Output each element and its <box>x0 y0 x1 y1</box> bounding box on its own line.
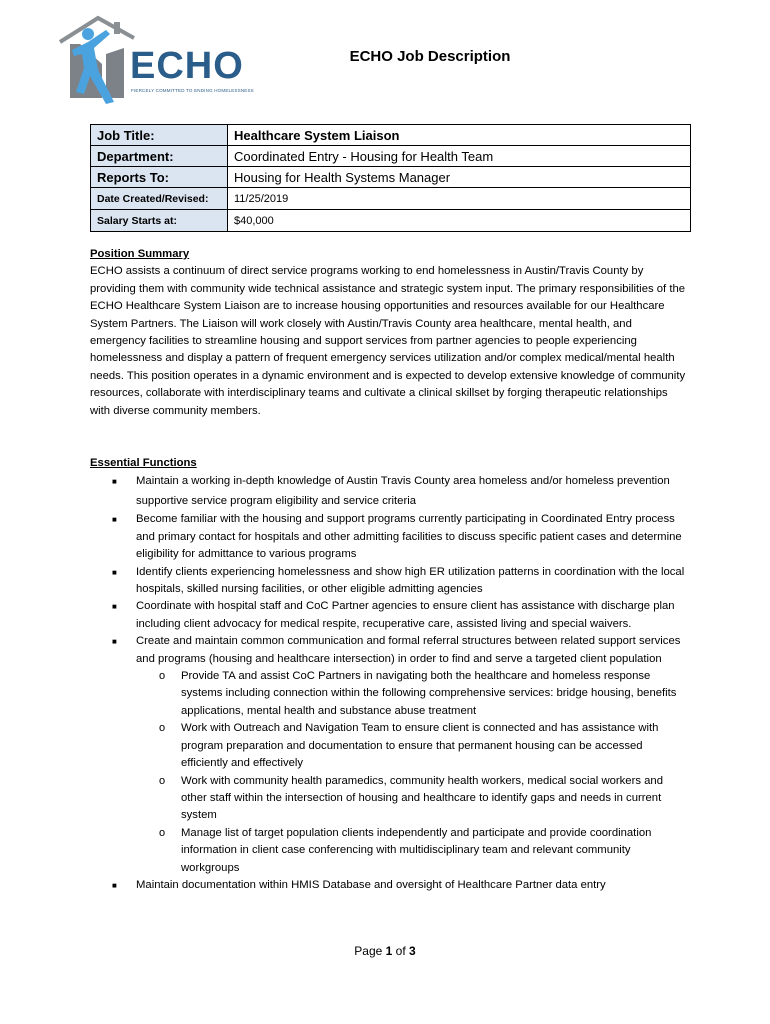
reports-to-label: Reports To: <box>91 167 228 188</box>
sub-list <box>136 668 690 877</box>
reports-to-value: Housing for Health Systems Manager <box>228 167 691 188</box>
position-summary-section <box>90 246 690 420</box>
table-row <box>91 146 691 167</box>
bullet-marker: ■ <box>112 880 117 890</box>
sub-item-text: Manage list of target population clients independently and participate and provide coordination information in client case conferencing with multidisciplinary team and relevant community workgroups <box>181 826 652 874</box>
job-title-value: Healthcare System Liaison <box>228 125 691 146</box>
sub-list-item <box>136 720 690 772</box>
department-value: Coordinated Entry - Housing for Health Team <box>228 146 691 167</box>
sub-marker: o <box>159 722 166 735</box>
sub-marker: o <box>159 774 166 787</box>
position-summary-heading: Position Summary <box>90 248 190 260</box>
bullet-marker: ■ <box>112 637 117 647</box>
essential-functions-heading: Essential Functions <box>90 457 197 469</box>
salary-value: $40,000 <box>228 210 691 232</box>
function-text: Maintain documentation within HMIS Database and oversight of Healthcare Partner data entry <box>136 878 606 891</box>
sub-marker: o <box>159 670 166 683</box>
function-text: Identify clients experiencing homelessness and show high ER utilization patterns in coordination with the local hospitals, skilled nursing facilities, or other eligible admitting agencies <box>136 565 685 596</box>
of-word: of <box>395 944 406 958</box>
page-word: Page <box>354 944 383 958</box>
function-text: Become familiar with the housing and support programs currently participating in Coordinated Entry process and primary contact for hospitals and other admitting facilities to discuss specific patient cases and determine eligibility for admittance to various programs <box>136 513 682 561</box>
sub-item-text: Work with community health paramedics, community health workers, medical social workers and other staff within the intersection of housing and healthcare to identify gaps and needs in current system <box>181 774 663 822</box>
table-row <box>91 188 691 210</box>
function-text: Create and maintain common communication and formal referral structures between related support services and programs (housing and healthcare intersection) in order to find and serve a targeted client population <box>136 635 681 665</box>
logo-wordmark: ECHO <box>130 45 244 87</box>
list-item <box>90 598 690 633</box>
sub-list-item <box>136 668 690 720</box>
function-text: Coordinate with hospital staff and CoC Partner agencies to ensure client has assistance with discharge plan including client advocacy for medical respite, recuperative care, assisted living and special waivers. <box>136 600 675 630</box>
table-row <box>91 167 691 188</box>
table-row <box>91 125 691 146</box>
sub-list-item <box>136 773 690 825</box>
list-item <box>90 472 690 511</box>
page-number <box>300 944 470 958</box>
job-title-label: Job Title: <box>91 125 228 146</box>
sub-item-text: Provide TA and assist CoC Partners in navigating both the healthcare and homeless response systems including connection within the following comprehensive services: bridge housing, benefits applications, mental health and substance abuse treatment <box>181 670 677 717</box>
bullet-marker: ■ <box>112 477 117 487</box>
page-current: 1 <box>385 944 393 958</box>
date-created-label: Date Created/Revised: <box>91 188 228 210</box>
list-item <box>90 511 690 563</box>
page-total: 3 <box>409 944 416 958</box>
function-text: Maintain a working in-depth knowledge of Austin Travis County area homeless and/or homeless prevention supportive service program eligibility and service criteria <box>136 475 670 507</box>
department-label: Department: <box>91 146 228 167</box>
list-item <box>90 877 690 894</box>
echo-logo <box>54 14 254 108</box>
sub-item-text: Work with Outreach and Navigation Team to ensure client is connected and has assistance with program preparation and documentation to ensure that permanent housing can be accessed efficiently and effectively <box>181 722 659 770</box>
list-item <box>90 564 690 599</box>
essential-functions-section <box>90 455 690 894</box>
bullet-marker: ■ <box>112 567 117 577</box>
sub-marker: o <box>159 826 166 839</box>
table-row <box>91 210 691 232</box>
date-created-value: 11/25/2019 <box>228 188 691 210</box>
salary-label: Salary Starts at: <box>91 210 228 232</box>
logo-tagline: FIERCELY COMMITTED TO ENDING HOMELESSNESS <box>131 88 254 93</box>
position-summary-text: ECHO assists a continuum of direct service programs working to end homelessness in Austin/Travis County by providing them with community wide technical assistance and strategic system input. The primary responsibilities of the ECHO Healthcare System Liaison are to increase housing opportunities and resources available for our Healthcare System Partners. The Liaison will work closely with Austin/Travis County area healthcare, mental health, and emergency facilities to streamline housing and support services from partner agencies to people experiencing homelessness and display a pattern of frequent emergency services utilization and/or complex medical/mental health needs. This position operates in a dynamic environment and is expected to develop extensive knowledge of community resources, collaborate with interdisciplinary teams and cultivate a clinical skillset by forging therapeutic relationships with diverse community members. <box>90 265 686 417</box>
bullet-marker: ■ <box>112 515 117 525</box>
document-title: ECHO Job Description <box>349 48 511 65</box>
list-item <box>90 633 690 877</box>
sub-list-item <box>136 825 690 877</box>
essential-functions-list <box>90 472 690 894</box>
bullet-marker: ■ <box>112 602 117 612</box>
job-info-table <box>90 124 691 232</box>
